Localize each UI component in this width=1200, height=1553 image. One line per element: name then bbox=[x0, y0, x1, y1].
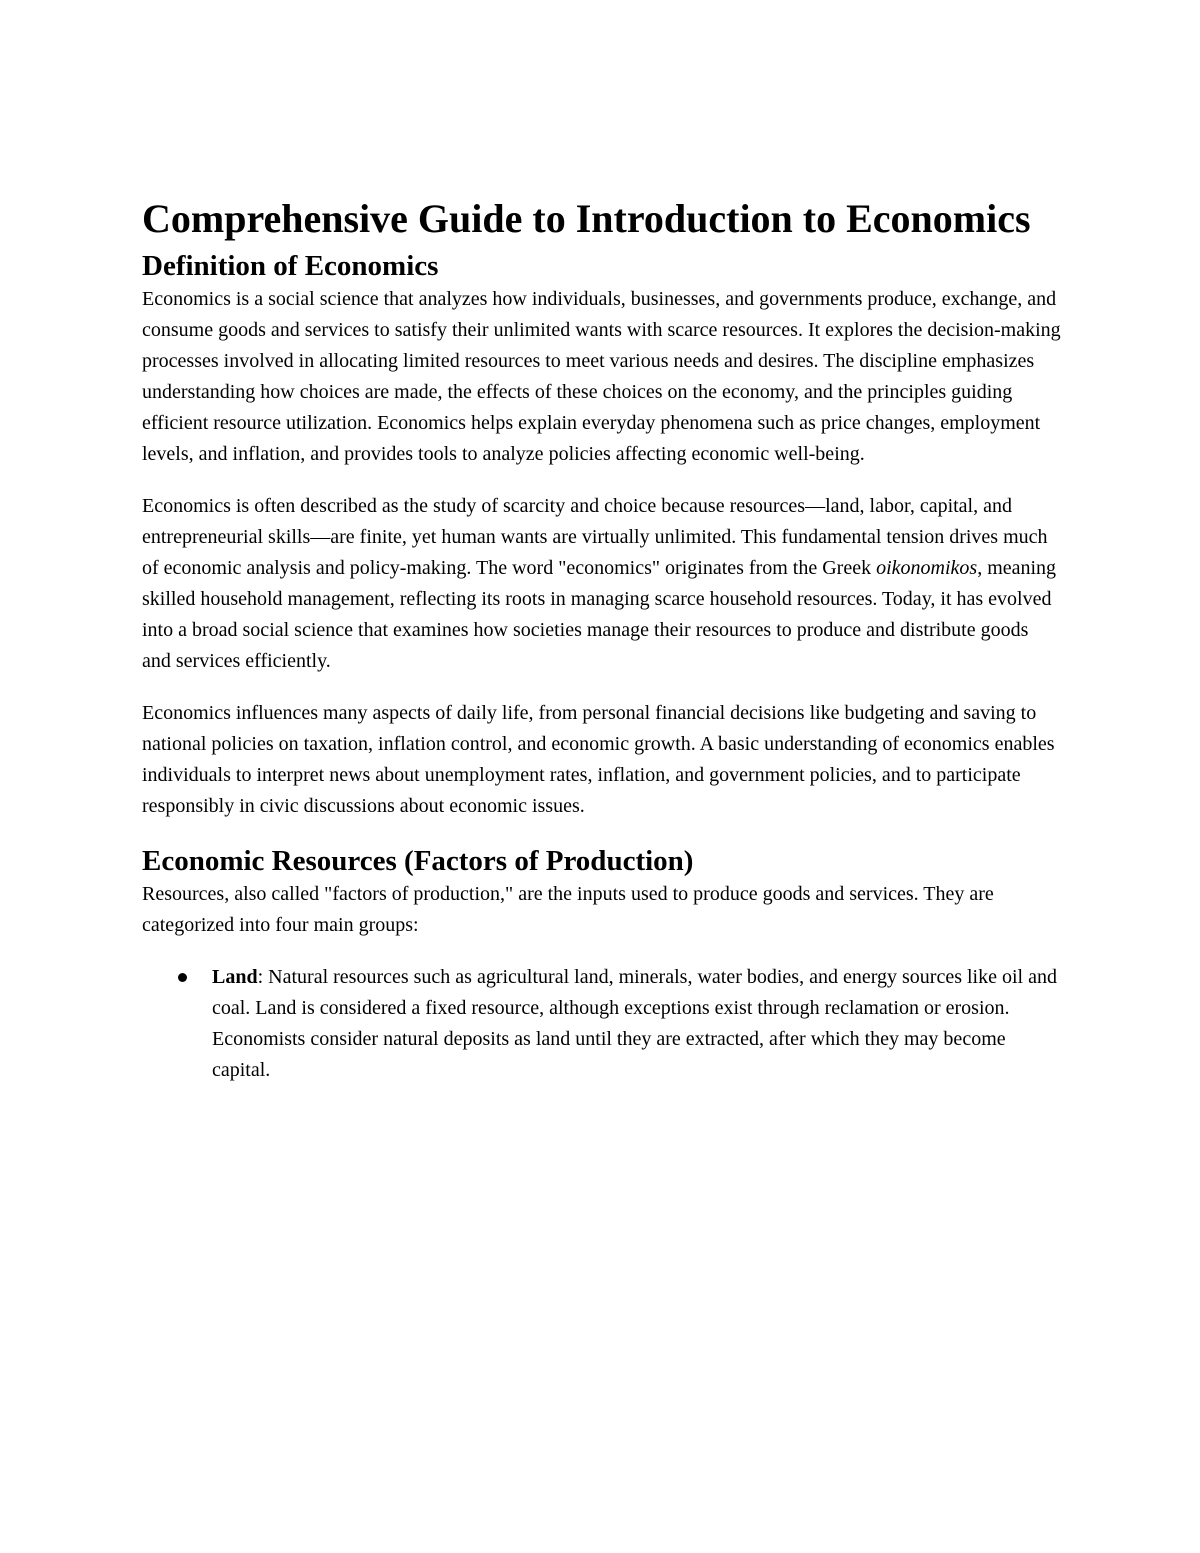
paragraph-definition-3: Economics influences many aspects of daily life, from personal financial decisions like budgeting and saving to national policies on taxation, inflation control, and economic growth. A basic understanding of economics enables individuals to interpret news about unemployment rates, inflation, and government policies, and to participate responsibly in civic discussions about economic issues. bbox=[142, 702, 1055, 817]
section-heading-definition: Definition of Economics bbox=[142, 250, 439, 282]
section-heading-resources: Economic Resources (Factors of Production) bbox=[142, 845, 694, 877]
bullet-icon bbox=[178, 973, 187, 982]
document-content bbox=[142, 190, 1062, 1086]
resource-list bbox=[142, 962, 1062, 1086]
list-item bbox=[212, 962, 1062, 1086]
list-item-text: : Natural resources such as agricultural land, minerals, water bodies, and energy sources like oil and coal. Land is considered a fixed resource, although exceptions exist through reclamation or erosion. Economists consider natural deposits as land until they are extracted, after which they may become capital. bbox=[212, 966, 1057, 1081]
greek-term: oikonomikos bbox=[876, 557, 978, 579]
paragraph-definition-2 bbox=[142, 491, 1062, 677]
paragraph-resources-intro: Resources, also called "factors of production," are the inputs used to produce goods and services. They are categorized into four main groups: bbox=[142, 883, 994, 936]
paragraph-text: Economics is often described as the study of scarcity and choice because resources—land, labor, capital, and entrepreneurial skills—are finite, yet human wants are virtually unlimited. This fundamental tension drives much of economic analysis and policy-making. The word "economics" originates from the Greek bbox=[142, 495, 1048, 579]
document-title: Comprehensive Guide to Introduction to Economics bbox=[142, 196, 1031, 241]
paragraph-definition-1: Economics is a social science that analyzes how individuals, businesses, and governments produce, exchange, and consume goods and services to satisfy their unlimited wants with scarce resources. It explores the decision-making processes involved in allocating limited resources to meet various needs and desires. The discipline emphasizes understanding how choices are made, the effects of these choices on the economy, and the principles guiding efficient resource utilization. Economics helps explain everyday phenomena such as price changes, employment levels, and inflation, and provides tools to analyze policies affecting economic well-being. bbox=[142, 288, 1061, 465]
list-item-term: Land bbox=[212, 966, 258, 988]
paragraph-text: , meaning skilled household management, reflecting its roots in managing scarce household resources. Today, it has evolved into a broad social science that examines how societies manage their resources to produce and distribute goods and services efficiently. bbox=[142, 557, 1057, 672]
